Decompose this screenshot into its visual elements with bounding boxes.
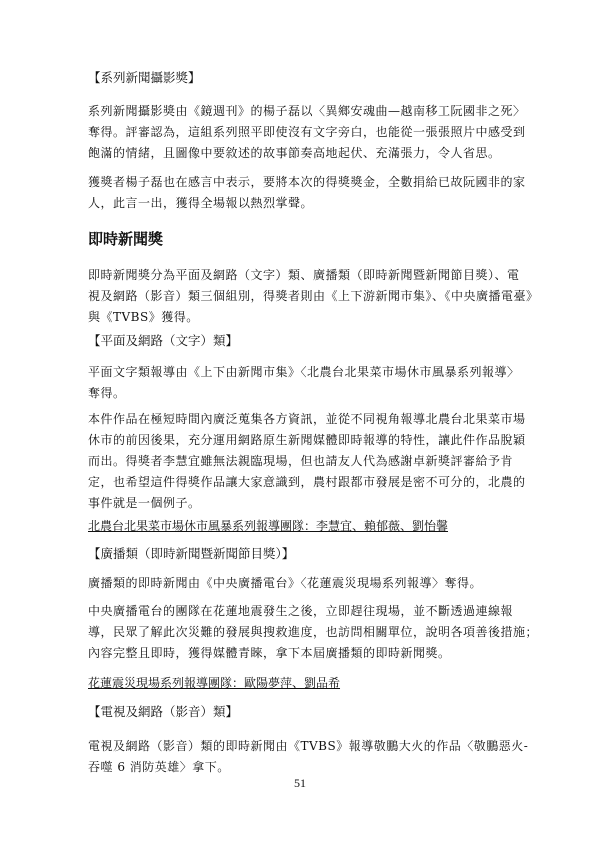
text-line: 即時新聞獎分為平面及網路（文字）類、廣播類（即時新聞暨新聞節目獎）、電 [88,268,520,282]
text-line: 導，民眾了解此次災難的發展與搜救進度，也訪問相關單位，說明各項善後措施； [88,625,539,639]
text-line: 奪得。 [88,386,126,400]
page-number: 51 [294,776,306,790]
text-line: 電視及網路（影音）類的即時新聞由《TVBS》報導敬鵬大火的作品〈敬鵬惡火- [88,739,529,753]
text-line: 中央廣播電台的團隊在花蓮地震發生之後，立即趕往現場，並不斷透過連線報 [88,604,514,618]
subheading-print-online: 【平面及網路（文字）類】 [88,333,239,348]
paragraph-print-online-result [88,362,520,404]
text-line: 本件作品在極短時間內廣泛蒐集各方資訊，並從不同視角報導北農台北果菜市場 [88,412,526,426]
subheading-series-photo: 【系列新聞攝影獎】 [88,70,201,85]
text-line: 奪得。評審認為，這組系列照平即使沒有文字旁白，也能從一張張照片中感受到 [88,125,526,139]
paragraph-radio-result [88,573,512,594]
text-line: 與《TVBS》獲得。 [88,310,199,324]
text-line: 廣播類的即時新聞由《中央廣播電台》〈花蓮震災現場系列報導〉奪得。 [88,576,483,590]
team-credit-hualien: 花蓮震災現場系列報導團隊：歐陽夢萍、劉品希 [88,676,341,690]
paragraph-series-photo-speech [88,172,526,214]
text-line: 而出。得獎者李慧宜雖無法親臨現場，但也請友人代為感謝卓新獎評審給予肯 [88,454,514,468]
paragraph-print-online-review [88,409,526,514]
subheading-radio: 【廣播類（即時新聞暨新聞節目獎）】 [88,546,295,561]
paragraph-breaking-news-intro [88,265,539,328]
team-credit-beinong: 北農台北果菜市場休市風暴系列報導團隊：李慧宜、賴郁薇、劉怡馨 [88,519,449,533]
paragraph-series-photo-result [88,101,526,164]
text-line: 定，也希望這件得獎作品讓大家意識到，農村跟都市發展是密不可分的，北農的 [88,475,526,489]
paragraph-radio-review [88,601,539,664]
section-heading-breaking-news: 即時新聞獎 [88,230,164,248]
text-line: 事件就是一個例子。 [88,496,201,510]
text-line: 獲獎者楊子磊也在感言中表示，要將本次的得獎獎金，全數捐給已故阮國非的家 [88,175,526,189]
text-line: 飽滿的情緒，且圖像中要敘述的故事節奏高地起伏、充滿張力，令人省思。 [88,146,501,160]
paragraph-tv-online-result [88,736,529,778]
text-line: 系列新聞攝影獎由《鏡週刊》的楊子磊以〈異鄉安魂曲—越南移工阮國非之死〉 [88,104,526,118]
text-line: 視及網路（影音）類三個組別，得獎者則由《上下游新聞市集》、《中央廣播電臺》 [88,289,539,303]
text-line: 內容完整且即時，獲得媒體青睞，拿下本屆廣播類的即時新聞獎。 [88,646,451,660]
text-line: 吞噬 6 消防英雄〉拿下。 [88,760,230,774]
text-line: 人，此言一出，獲得全場報以熱烈掌聲。 [88,196,314,210]
text-line: 休市的前因後果，充分運用網路原生新聞媒體即時報導的特性，讓此件作品脫穎 [88,433,526,447]
subheading-tv-online: 【電視及網路（影音）類】 [88,704,239,719]
text-line: 平面文字類報導由《上下由新聞市集》〈北農台北果菜市場休市風暴系列報導〉 [88,365,520,379]
